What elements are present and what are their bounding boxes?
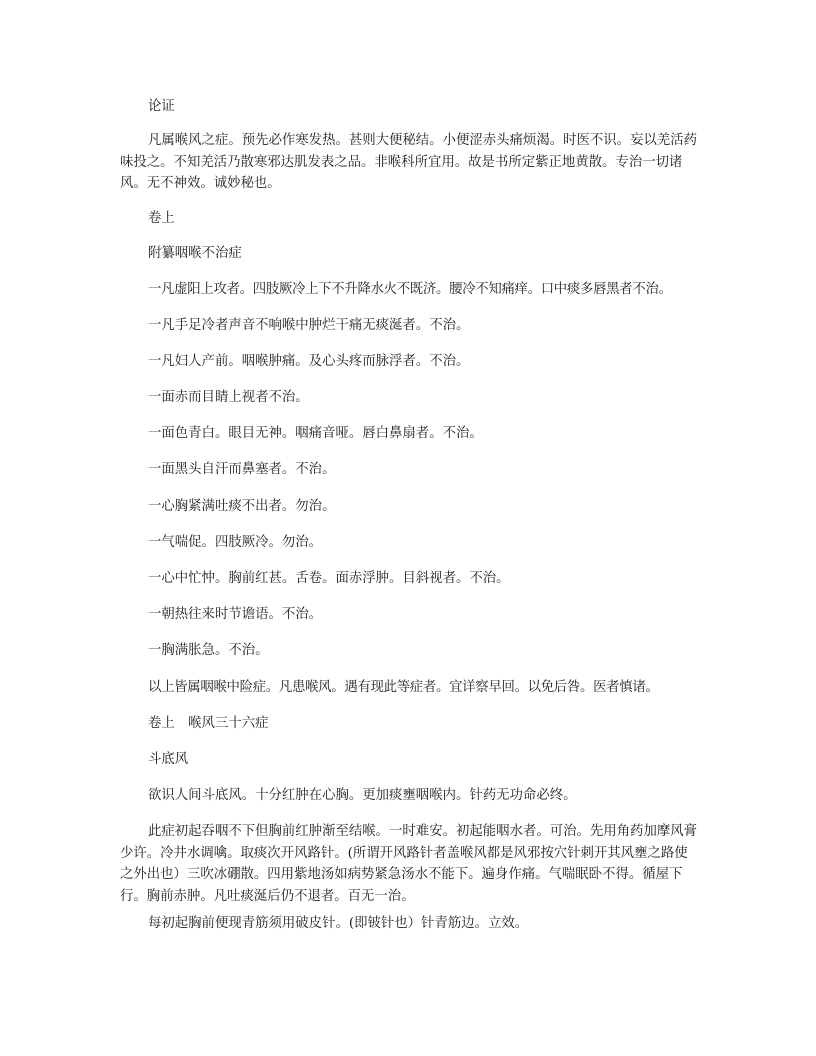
list-item: 一心胸紧满吐痰不出者。勿治。 xyxy=(148,499,336,514)
list-item: 一面赤而目睛上视者不治。 xyxy=(148,390,309,405)
list-item: 一凡妇人产前。咽喉肿痛。及心头疼而脉浮者。不治。 xyxy=(148,354,470,369)
paragraph-last: 每初起胸前便现青筋须用破皮针。(即铍针也）针青筋边。立效。 xyxy=(148,916,529,931)
paragraph-description: 此症初起吞咽不下但胸前红肿渐至结喉。一时难安。初起能咽水者。可治。先用角药加摩风膏少许。冷井水调噙。取痰次开风路针。(所谓开风路针者盖喉风都是风邪按穴针刺开其风壅之路使之外出也）三吹冰硼散。四用紫地汤如病势紧急汤水不能下。遍身作痛。气喘眠卧不得。循屋下行。胸前赤肿。凡吐痰涎后仍不退者。百无一治。 xyxy=(120,824,698,904)
list-item: 一凡手足冷者声音不响喉中肿烂干痛无痰涎者。不治。 xyxy=(148,318,470,333)
list-item: 一面黑头自汗而鼻塞者。不治。 xyxy=(148,462,336,477)
list-item: 一气喘促。四肢厥冷。勿治。 xyxy=(148,535,323,550)
list-item: 一胸满胀急。不治。 xyxy=(148,643,269,658)
list-item: 一面色青白。眼目无神。咽痛音哑。唇白鼻扇者。不治。 xyxy=(148,426,483,441)
list-item: 一凡虚阳上攻者。四肢厥冷上下不升降水火不既济。腰冷不知痛痒。口中痰多唇黑者不治。 xyxy=(148,282,672,297)
section-heading-lunzheng: 论证 xyxy=(148,99,175,114)
section-heading-doudi: 斗底风 xyxy=(148,752,189,767)
paragraph-verse: 欲识人间斗底风。十分红肿在心胸。更加痰壅咽喉内。针药无功命必终。 xyxy=(148,788,577,803)
paragraph-lunzheng: 凡属喉风之症。预先必作寒发热。甚则大便秘结。小便涩赤头痛烦渴。时医不识。妄以羌活药味投之。不知羌活乃散寒邪达肌发表之品。非喉科所宜用。故是书所定紫正地黄散。专治一切诸风。无不神效。诚妙秘也。 xyxy=(120,133,698,191)
section-heading-fuzuan: 附纂咽喉不治症 xyxy=(148,246,242,261)
section-heading-juanshang: 卷上 xyxy=(148,211,175,226)
paragraph-summary: 以上皆属咽喉中险症。凡患喉风。遇有现此等症者。宜详察早回。以免后咎。医者慎诸。 xyxy=(148,680,659,695)
section-heading-houfeng: 卷上 喉风三十六症 xyxy=(148,716,269,731)
list-item: 一心中忙忡。胸前红甚。舌卷。面赤浮肿。目斜视者。不治。 xyxy=(148,571,510,586)
list-item: 一朝热往来时节谵语。不治。 xyxy=(148,607,323,622)
